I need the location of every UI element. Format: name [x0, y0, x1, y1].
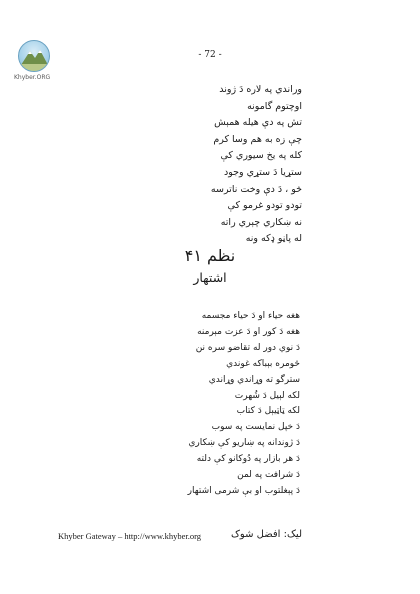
verse-line: لکه ټاټيېل دَ کتاب [236, 406, 300, 417]
verse-line: دَ ژوندانه په ښاريو کې ښکاري [188, 438, 300, 449]
verse-line: هغه دَ کور او دَ عزت مېرمنه [197, 326, 300, 337]
verse-line: څومره بېباکه غوندي [226, 358, 300, 369]
verse-line: دَ خپل نمايست په سوب [211, 422, 300, 433]
verse-line: دَ نوي دور له تقاضو سره نن [195, 342, 300, 353]
verse-line: وراندي په لاره دَ ژوند [219, 84, 302, 95]
site-logo [14, 40, 54, 81]
verse-line: اوچتوم گامونه [247, 100, 302, 112]
verse-line: چې زه به هم وسا کرم [213, 133, 302, 145]
poem-subtitle: اشتهار [193, 270, 227, 285]
verse-line: دَ پېغلتوب او بې شرمی اشتهار [187, 485, 300, 496]
verse-line: دَ هر بازار په دُوکانو کې دلته [196, 454, 300, 465]
verse-line: دَ شرافت په لمن [237, 470, 300, 481]
footer-author: ليک: افضل شوک [230, 529, 302, 540]
verse-line: کله په يخ سيوري کې [220, 150, 302, 162]
stanza-1 [102, 82, 302, 248]
verse-line: سترگو ته وړاندي وړاندي [208, 374, 300, 385]
poem-title: نظم ۴۱ [184, 246, 236, 265]
verse-line: څو ، دَ دې وخت ناترسه [210, 183, 302, 195]
verse-line: له پاڼو ډکه ونه [245, 233, 302, 245]
verse-line: هغه حياء او دَ حياء مجسمه [201, 311, 300, 321]
verse-line: نه ښکاري چېري راته [220, 216, 302, 228]
verse-line: تودو تودو غرمو کې [227, 200, 302, 212]
stanza-2 [80, 309, 300, 500]
page-number: - 72 - [198, 50, 222, 60]
footer-source: Khyber Gateway – http://www.khyber.org [58, 531, 202, 541]
logo-text: Khyber.ORG [14, 74, 51, 81]
verse-line: لکه لېيل دَ شُهرت [234, 390, 300, 401]
verse-line: تش په دې هيله همېش [214, 117, 302, 129]
verse-line: ستړيا دَ ستړي وجود [224, 166, 302, 178]
